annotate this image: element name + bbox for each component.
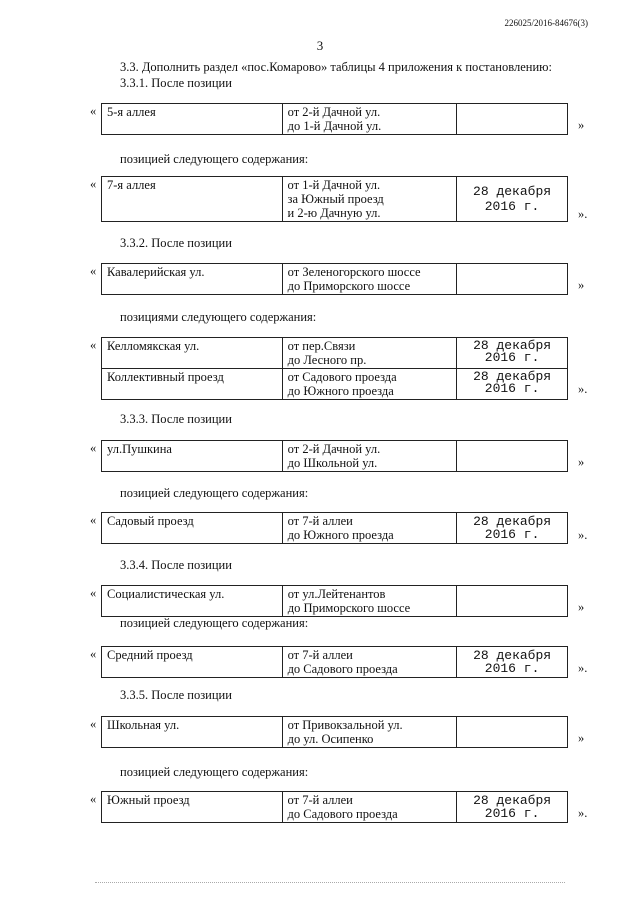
lead-text: позицией следующего содержания:	[120, 765, 309, 779]
open-quote: «	[90, 104, 97, 118]
street-range: от 1-й Дачной ул. за Южный проезд и 2-ю Дачную ул.	[282, 177, 457, 222]
date-stamp: 28 декабря 2016 г.	[457, 513, 568, 544]
street-range: от 7-й аллеи до Садового проезда	[282, 647, 457, 678]
street-range: от 7-й аллеи до Южного проезда	[282, 513, 457, 544]
open-quote: «	[90, 177, 97, 191]
close-quote: »	[578, 731, 585, 745]
street-range: от 7-й аллеи до Садового проезда	[282, 792, 457, 823]
street-name: Социалистическая ул.	[102, 586, 283, 617]
position-table	[101, 646, 568, 678]
open-quote: «	[90, 586, 97, 600]
street-name: Келломякская ул.	[102, 338, 283, 369]
street-name: 5-я аллея	[102, 104, 283, 135]
date-stamp: 28 декабря 2016 г.	[457, 338, 568, 369]
date-cell	[457, 717, 568, 748]
lead-text: позицией следующего содержания:	[120, 616, 309, 630]
page-number: 3	[316, 38, 324, 53]
close-quote: ».	[578, 382, 588, 396]
section-heading: 3.3.3. После позиции	[120, 412, 232, 426]
lead-text: позицией следующего содержания:	[120, 152, 309, 166]
date-cell	[457, 586, 568, 617]
open-quote: «	[90, 647, 97, 661]
lead-text: позицией следующего содержания:	[120, 486, 309, 500]
position-table	[101, 263, 568, 295]
date-stamp: 28 декабря 2016 г.	[457, 792, 568, 823]
position-table	[101, 512, 568, 544]
position-table	[101, 176, 568, 222]
close-quote: ».	[578, 661, 588, 675]
street-name: ул.Пушкина	[102, 441, 283, 472]
date-cell	[457, 441, 568, 472]
date-stamp: 28 декабря 2016 г.	[457, 647, 568, 678]
position-table	[101, 103, 568, 135]
open-quote: «	[90, 717, 97, 731]
date-cell	[457, 264, 568, 295]
street-range: от Привокзальной ул. до ул. Осипенко	[282, 717, 457, 748]
street-name: Школьная ул.	[102, 717, 283, 748]
street-name: Садовый проезд	[102, 513, 283, 544]
street-range: от пер.Связи до Лесного пр.	[282, 338, 457, 369]
date-cell	[457, 104, 568, 135]
position-table	[101, 440, 568, 472]
close-quote: ».	[578, 528, 588, 542]
section-heading: 3.3.1. После позиции	[120, 76, 232, 90]
position-table	[101, 791, 568, 823]
street-range: от ул.Лейтенантов до Приморского шоссе	[282, 586, 457, 617]
date-stamp: 28 декабря 2016 г.	[457, 177, 568, 222]
street-name: 7-я аллея	[102, 177, 283, 222]
street-name: Южный проезд	[102, 792, 283, 823]
position-table	[101, 716, 568, 748]
intro-text: 3.3. Дополнить раздел «пос.Комарово» таблицы 4 приложения к постановлению:	[120, 60, 552, 74]
close-quote: ».	[578, 207, 588, 221]
position-table	[101, 337, 568, 400]
street-range: от Зеленогорского шоссе до Приморского шоссе	[282, 264, 457, 295]
street-name: Коллективный проезд	[102, 369, 283, 400]
street-range: от 2-й Дачной ул. до 1-й Дачной ул.	[282, 104, 457, 135]
close-quote: »	[578, 278, 585, 292]
date-stamp: 28 декабря 2016 г.	[457, 369, 568, 400]
open-quote: «	[90, 513, 97, 527]
open-quote: «	[90, 441, 97, 455]
open-quote: «	[90, 264, 97, 278]
close-quote: ».	[578, 806, 588, 820]
lead-text: позициями следующего содержания:	[120, 310, 317, 324]
close-quote: »	[578, 600, 585, 614]
close-quote: »	[578, 118, 585, 132]
section-heading: 3.3.2. После позиции	[120, 236, 232, 250]
document-id: 226025/2016-84676(3)	[504, 18, 588, 28]
section-heading: 3.3.4. После позиции	[120, 558, 232, 572]
position-table	[101, 585, 568, 617]
section-heading: 3.3.5. После позиции	[120, 688, 232, 702]
street-name: Средний проезд	[102, 647, 283, 678]
close-quote: »	[578, 455, 585, 469]
street-range: от 2-й Дачной ул. до Школьной ул.	[282, 441, 457, 472]
open-quote: «	[90, 792, 97, 806]
street-range: от Садового проезда до Южного проезда	[282, 369, 457, 400]
open-quote: «	[90, 338, 97, 352]
footer-divider	[95, 882, 565, 883]
street-name: Кавалерийская ул.	[102, 264, 283, 295]
